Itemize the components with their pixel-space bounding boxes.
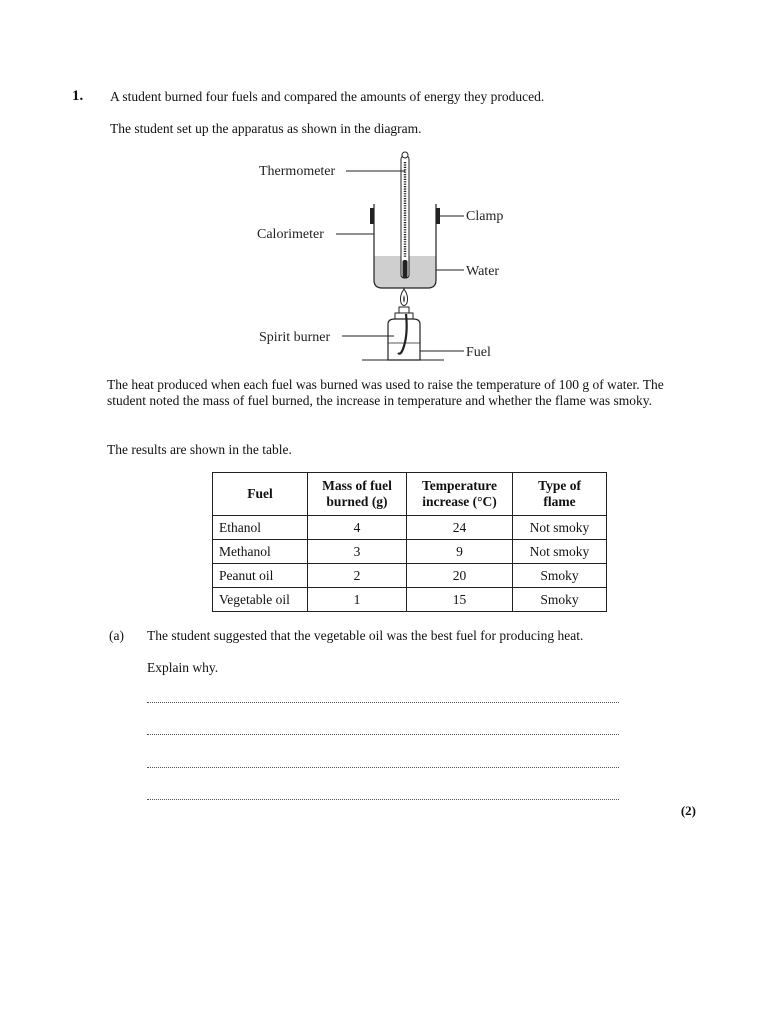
answer-line-3[interactable]: [147, 767, 619, 768]
cell-fuel: Vegetable oil: [213, 588, 308, 612]
burner-body: [388, 319, 420, 360]
cell-temp: 15: [407, 588, 513, 612]
part-a-label: (a): [109, 628, 124, 643]
header-flame: [513, 473, 607, 516]
header-flame-line2: flame: [543, 494, 576, 509]
header-temp-line2: increase (°C): [422, 494, 497, 509]
setup-text: The student set up the apparatus as shown in the diagram.: [110, 121, 422, 136]
cell-temp: 9: [407, 540, 513, 564]
apparatus-diagram: [250, 148, 540, 368]
header-mass-line1: Mass of fuel: [322, 478, 392, 493]
part-a-question: The student suggested that the vegetable oil was the best fuel for producing heat.: [147, 628, 584, 643]
table-header-row: [213, 473, 607, 516]
cell-temp: 20: [407, 564, 513, 588]
question-number: 1.: [72, 88, 84, 104]
answer-line-2[interactable]: [147, 734, 619, 735]
question-intro: A student burned four fuels and compared the amounts of energy they produced.: [110, 89, 545, 104]
answer-line-1[interactable]: [147, 702, 619, 703]
burner-neck: [395, 313, 413, 319]
thermometer-top: [402, 152, 408, 158]
cell-mass: 3: [308, 540, 407, 564]
part-a-prompt: Explain why.: [147, 660, 219, 675]
header-mass-line2: burned (g): [326, 494, 388, 509]
label-clamp: Clamp: [466, 209, 504, 224]
table-row: [213, 588, 607, 612]
cell-temp: 24: [407, 516, 513, 540]
header-fuel: Fuel: [213, 473, 308, 516]
cell-fuel: Peanut oil: [213, 564, 308, 588]
thermometer-bulb: [403, 260, 408, 278]
table-row: [213, 540, 607, 564]
cell-mass: 1: [308, 588, 407, 612]
label-calorimeter: Calorimeter: [257, 227, 324, 242]
cell-fuel: Ethanol: [213, 516, 308, 540]
label-water: Water: [466, 264, 500, 279]
method-paragraph: The heat produced when each fuel was burned was used to raise the temperature of 100 g of water. The student noted the mass of fuel burned, the increase in temperature and whether the flame was smoky.: [107, 377, 664, 408]
answer-line-4[interactable]: [147, 799, 619, 800]
results-table: [212, 472, 607, 612]
cell-flame: Smoky: [513, 564, 607, 588]
label-spirit-burner: Spirit burner: [259, 330, 331, 345]
header-temp-line1: Temperature: [422, 478, 497, 493]
table-row: [213, 516, 607, 540]
cell-mass: 4: [308, 516, 407, 540]
cell-flame: Not smoky: [513, 516, 607, 540]
cell-flame: Not smoky: [513, 540, 607, 564]
cell-flame: Smoky: [513, 588, 607, 612]
header-temp: [407, 473, 513, 516]
clamp-left: [370, 208, 374, 224]
table-row: [213, 564, 607, 588]
label-thermometer: Thermometer: [259, 164, 336, 179]
clamp-right: [436, 208, 440, 224]
cell-fuel: Methanol: [213, 540, 308, 564]
results-intro: The results are shown in the table.: [107, 442, 292, 457]
label-fuel: Fuel: [466, 345, 491, 360]
header-mass: [308, 473, 407, 516]
cell-mass: 2: [308, 564, 407, 588]
marks-indicator: (2): [680, 803, 696, 818]
header-flame-line1: Type of: [538, 478, 581, 493]
burner-cap: [399, 307, 409, 313]
